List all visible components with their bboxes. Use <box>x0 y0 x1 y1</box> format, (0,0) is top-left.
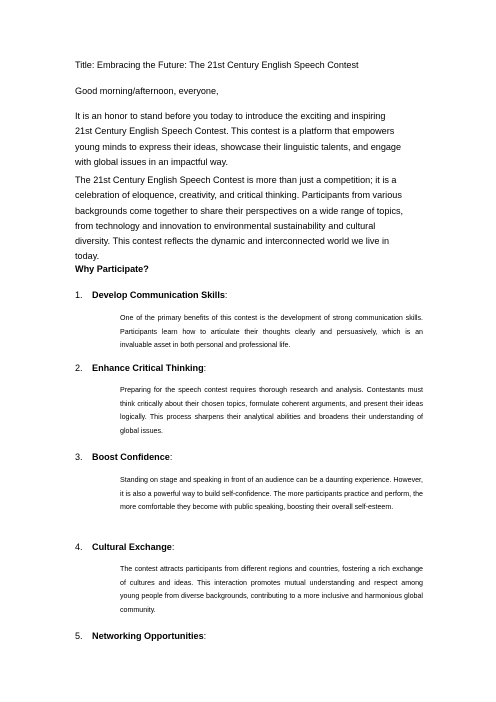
list-detail: The contest attracts participants from different regions and countries, fostering a rich exchange of cultures and ideas. This interaction promotes mutual understanding and respect among young people from diverse backgrounds, contributing to a more inclusive and harmonious global community. <box>120 565 423 614</box>
list-heading-text: Networking Opportunities <box>92 631 204 641</box>
list-heading <box>92 450 172 465</box>
list-detail: One of the primary benefits of this contest is the development of strong communication skills. Participants learn how to articulate their thoughts clearly and persuasively, which is an invaluable asset in both personal and professional life. <box>120 314 423 350</box>
section-heading: Why Participate? <box>75 264 149 274</box>
colon-mark: : <box>169 452 173 462</box>
list-heading-text: Enhance Critical Thinking <box>92 363 204 373</box>
greeting: Good morning/afternoon, everyone, <box>75 86 219 96</box>
list-number: 4. <box>75 542 83 552</box>
colon-mark: : <box>203 631 207 641</box>
list-number: 5. <box>75 631 83 641</box>
list-heading <box>92 361 206 376</box>
colon-mark: : <box>224 290 228 300</box>
list-number: 2. <box>75 363 83 373</box>
list-heading-text: Cultural Exchange <box>92 542 172 552</box>
colon-mark: : <box>203 363 207 373</box>
list-heading-text: Boost Confidence <box>92 452 170 462</box>
list-detail: Preparing for the speech contest requires thorough research and analysis. Contestants must think critically about their chosen topics, formulate coherent arguments, and present their ideas logically. This process sharpens their analytical abilities and broadens their understanding of global issues. <box>120 386 423 435</box>
list-heading <box>92 288 227 303</box>
list-detail: Standing on stage and speaking in front of an audience can be a daunting experience. However, it is also a powerful way to build self-confidence. The more participants practice and perform, the more comfortable they become with public speaking, boosting their overall self-esteem. <box>120 476 423 512</box>
overview-paragraph: The 21st Century English Speech Contest is more than just a competition; it is a celebration of eloquence, creativity, and critical thinking. Participants from various backgrounds come together to share their perspectives on a wide range of topics, from technology and innovation to environmental sustainability and cultural diversity. This contest reflects the dynamic and interconnected world we live in today. <box>75 175 404 262</box>
list-heading-text: Develop Communication Skills <box>92 290 225 300</box>
intro-paragraph: It is an honor to stand before you today to introduce the exciting and inspiring 21st Century English Speech Contest. This contest is a platform that empowers young minds to express their ideas, showcase their linguistic talents, and engage with global issues in an impactful way. <box>75 111 402 167</box>
document-title: Title: Embracing the Future: The 21st Century English Speech Contest <box>75 60 359 70</box>
list-heading <box>92 540 174 555</box>
list-heading <box>92 629 206 644</box>
list-number: 1. <box>75 290 83 300</box>
colon-mark: : <box>171 542 175 552</box>
list-number: 3. <box>75 452 83 462</box>
